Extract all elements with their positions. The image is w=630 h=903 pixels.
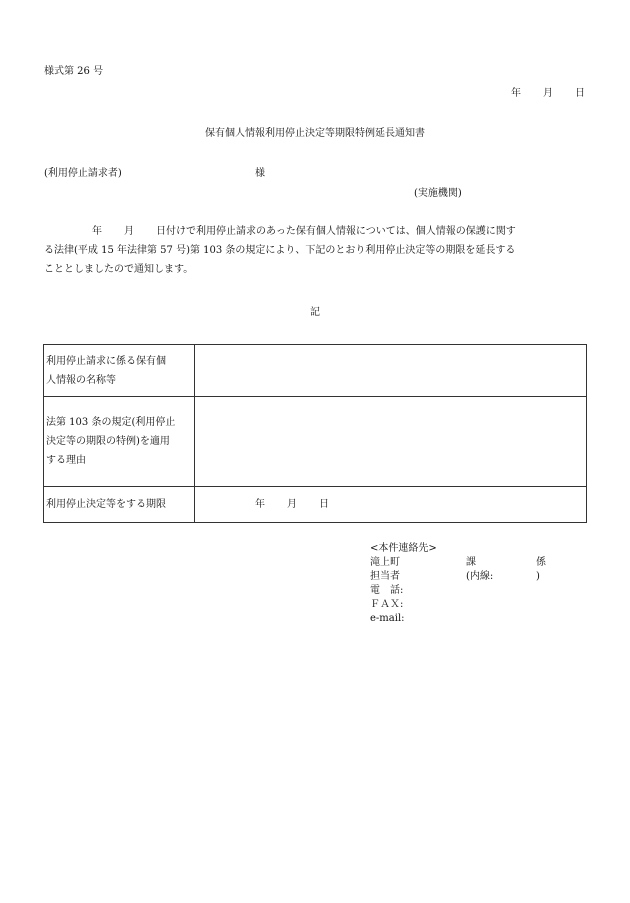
body-line1-text: 日付けで利用停止請求のあった保有個人情報については、個人情報の保護に関す — [156, 226, 516, 237]
contact-person — [370, 570, 540, 584]
body-line-2: る法律(平成 15 年法律第 57 号)第 103 条の規定により、下記のとおり利用停止決定等の期限を延長する — [44, 245, 516, 256]
reason-label-line3: する理由 — [46, 455, 86, 466]
deadline-label: 利用停止決定等をする期限 — [44, 487, 195, 523]
notice-body — [44, 222, 588, 279]
body-line-1 — [44, 222, 588, 241]
contact-town: 滝上町 — [370, 557, 400, 568]
contact-email: e-mail: — [370, 613, 405, 624]
contact-extension-close: ) — [536, 571, 540, 582]
reason-value[interactable] — [195, 397, 587, 487]
deadline-year: 年 — [255, 499, 265, 510]
contact-block — [370, 542, 546, 626]
table-row-record-name — [44, 345, 587, 397]
deadline-day: 日 — [319, 499, 329, 510]
record-name-value[interactable] — [195, 345, 587, 397]
requester-honorific: 様 — [255, 168, 265, 179]
issuing-agency: (実施機関) — [414, 188, 462, 199]
contact-fax: ＦＡＸ: — [370, 599, 404, 610]
table-row-reason — [44, 397, 587, 487]
deadline-value[interactable] — [195, 487, 587, 523]
detail-table — [43, 344, 587, 523]
date-year: 年 — [511, 88, 521, 99]
record-name-label-line1: 利用停止請求に係る保有個 — [46, 355, 166, 367]
body-year: 年 — [92, 226, 102, 237]
contact-department — [370, 556, 546, 570]
record-name-label-line2: 人情報の名称等 — [46, 374, 116, 386]
reason-label-line1: 法第 103 条の規定(利用停止 — [46, 417, 176, 428]
reason-label — [44, 397, 195, 487]
deadline-month: 月 — [287, 499, 297, 510]
requester-label: (利用停止請求者) — [44, 168, 122, 179]
contact-phone: 電 話: — [370, 585, 404, 596]
record-name-label — [44, 345, 195, 397]
contact-heading: <本件連絡先> — [370, 543, 437, 554]
reason-label-line2: 決定等の期限の特例)を適用 — [46, 436, 170, 447]
body-month: 月 — [124, 226, 134, 237]
date-day: 日 — [575, 88, 585, 99]
date-month: 月 — [543, 88, 553, 99]
contact-person-label: 担当者 — [370, 571, 400, 582]
date-line — [511, 88, 585, 100]
contact-extension: (内線: — [466, 571, 494, 582]
document-title: 保有個人情報利用停止決定等期限特例延長通知書 — [205, 128, 425, 139]
body-line-3: こととしましたので通知します。 — [44, 264, 194, 275]
contact-ka: 課 — [466, 557, 476, 568]
table-row-deadline — [44, 487, 587, 523]
ki-heading: 記 — [310, 307, 320, 318]
form-number: 様式第 26 号 — [44, 66, 104, 77]
contact-kakari: 係 — [536, 557, 546, 568]
